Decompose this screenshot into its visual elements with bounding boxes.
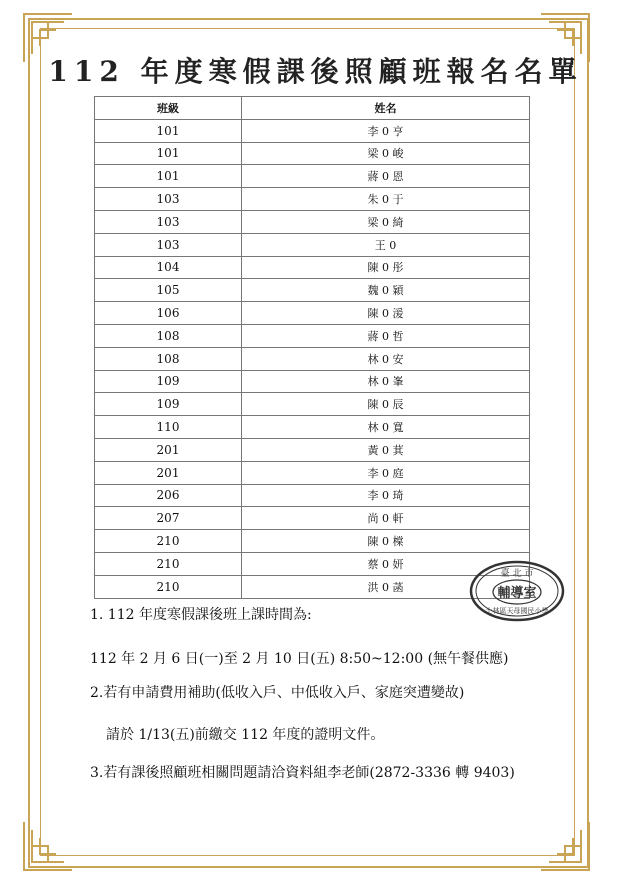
cell-class: 201 bbox=[95, 438, 242, 461]
cell-class: 101 bbox=[95, 165, 242, 188]
cell-student-name: 陳 0 湲 bbox=[242, 302, 530, 325]
table-row bbox=[95, 165, 530, 188]
table-row bbox=[95, 279, 530, 302]
cell-class: 105 bbox=[95, 279, 242, 302]
cell-student-name: 蔡 0 妍 bbox=[242, 552, 530, 575]
column-header-name: 姓名 bbox=[242, 97, 530, 120]
note-schedule-time: 112 年 2 月 6 日(一)至 2 月 10 日(五) 8:50~12:00 (無午餐供應) bbox=[90, 651, 509, 667]
cell-student-name: 王 0 bbox=[242, 233, 530, 256]
note-schedule-heading: 1. 112 年度寒假課後班上課時間為: bbox=[90, 607, 312, 623]
cell-class: 106 bbox=[95, 302, 242, 325]
cell-student-name: 梁 0 綺 bbox=[242, 210, 530, 233]
cell-student-name: 蔣 0 哲 bbox=[242, 324, 530, 347]
table-header-row bbox=[95, 97, 530, 120]
table-row bbox=[95, 324, 530, 347]
cell-student-name: 洪 0 菡 bbox=[242, 575, 530, 598]
table-row bbox=[95, 416, 530, 439]
table-row bbox=[95, 256, 530, 279]
cell-student-name: 李 0 庭 bbox=[242, 461, 530, 484]
table-row bbox=[95, 142, 530, 165]
stamp-school-text: 士林區天母國民小學 bbox=[485, 607, 549, 615]
cell-student-name: 陳 0 彤 bbox=[242, 256, 530, 279]
table-row bbox=[95, 552, 530, 575]
cell-class: 210 bbox=[95, 530, 242, 553]
cell-student-name: 尚 0 軒 bbox=[242, 507, 530, 530]
cell-class: 109 bbox=[95, 393, 242, 416]
cell-class: 110 bbox=[95, 416, 242, 439]
cell-class: 201 bbox=[95, 461, 242, 484]
table-row bbox=[95, 302, 530, 325]
stamp-city-text: 臺 北 市 bbox=[500, 569, 534, 579]
cell-class: 206 bbox=[95, 484, 242, 507]
table-row bbox=[95, 507, 530, 530]
note-subsidy: 2.若有申請費用補助(低收入戶、中低收入戶、家庭突遭變故) bbox=[90, 685, 465, 701]
table-row bbox=[95, 484, 530, 507]
cell-class: 207 bbox=[95, 507, 242, 530]
cell-student-name: 陳 0 辰 bbox=[242, 393, 530, 416]
table-row bbox=[95, 370, 530, 393]
cell-student-name: 李 0 亨 bbox=[242, 119, 530, 142]
cell-student-name: 林 0 峯 bbox=[242, 370, 530, 393]
table-row bbox=[95, 119, 530, 142]
column-header-class: 班級 bbox=[95, 97, 242, 120]
cell-student-name: 朱 0 于 bbox=[242, 188, 530, 211]
table-row bbox=[95, 530, 530, 553]
corner-ornament-bottom-left bbox=[20, 818, 76, 874]
cell-class: 103 bbox=[95, 233, 242, 256]
table-row bbox=[95, 393, 530, 416]
table-row bbox=[95, 347, 530, 370]
cell-class: 108 bbox=[95, 324, 242, 347]
table-row bbox=[95, 233, 530, 256]
table-row bbox=[95, 575, 530, 598]
cell-class: 210 bbox=[95, 575, 242, 598]
table-row bbox=[95, 438, 530, 461]
cell-student-name: 林 0 安 bbox=[242, 347, 530, 370]
corner-ornament-bottom-right bbox=[537, 818, 593, 874]
table-row bbox=[95, 461, 530, 484]
page-title: 112 年度寒假課後照顧班報名名單 bbox=[48, 55, 583, 88]
cell-class: 109 bbox=[95, 370, 242, 393]
cell-class: 210 bbox=[95, 552, 242, 575]
stamp-office-text: 輔導室 bbox=[497, 586, 537, 601]
office-stamp bbox=[468, 560, 566, 622]
cell-class: 101 bbox=[95, 142, 242, 165]
table-row bbox=[95, 188, 530, 211]
roster-table bbox=[94, 96, 530, 599]
table-row bbox=[95, 210, 530, 233]
cell-class: 108 bbox=[95, 347, 242, 370]
cell-student-name: 梁 0 峻 bbox=[242, 142, 530, 165]
cell-student-name: 魏 0 穎 bbox=[242, 279, 530, 302]
cell-class: 104 bbox=[95, 256, 242, 279]
cell-student-name: 黃 0 萁 bbox=[242, 438, 530, 461]
cell-student-name: 蔣 0 恩 bbox=[242, 165, 530, 188]
note-contact: 3.若有課後照顧班相關問題請洽資料組李老師(2872-3336 轉 9403) bbox=[90, 765, 515, 781]
note-subsidy-deadline: 請於 1/13(五)前繳交 112 年度的證明文件。 bbox=[106, 727, 385, 743]
cell-student-name: 林 0 寬 bbox=[242, 416, 530, 439]
cell-class: 101 bbox=[95, 119, 242, 142]
cell-class: 103 bbox=[95, 210, 242, 233]
cell-student-name: 李 0 琦 bbox=[242, 484, 530, 507]
cell-class: 103 bbox=[95, 188, 242, 211]
cell-student-name: 陳 0 橖 bbox=[242, 530, 530, 553]
